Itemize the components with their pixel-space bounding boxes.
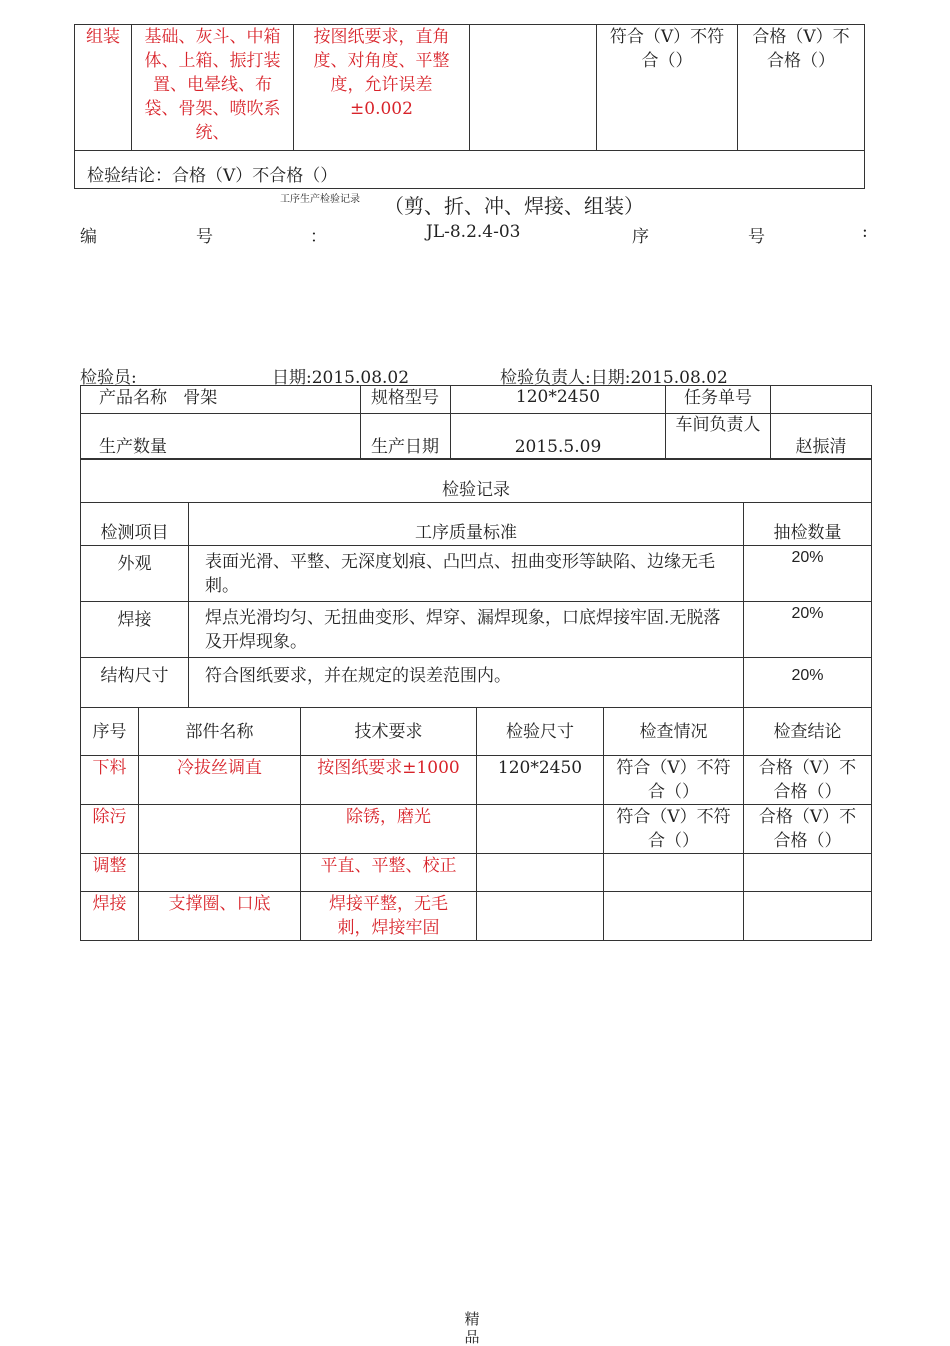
qty-cell — [81, 414, 361, 460]
inspection-leader: 检验负责人:日期:2015.08.02 — [500, 368, 728, 388]
small-title: 工序生产检验记录 — [280, 194, 360, 205]
record-item: 结构尺寸 — [81, 658, 189, 708]
record-standard: 符合图纸要求，并在规定的误差范围内。 — [189, 658, 744, 708]
qty-label: 生产数量 — [99, 437, 167, 457]
top-check-cell: 符合（V）不符合（） — [597, 25, 738, 151]
record-standard: 焊点光滑均匀、无扭曲变形、焊穿、漏焊现象，口底焊接牢固.无脱落及开焊现象。 — [189, 602, 744, 658]
parts-header-req: 技术要求 — [301, 708, 477, 756]
record-item: 焊接 — [81, 602, 189, 658]
parts-header-name: 部件名称 — [139, 708, 301, 756]
table-row — [81, 546, 872, 602]
sequence-label-colon: : — [862, 222, 868, 242]
footer-char-2: 品 — [464, 1328, 480, 1346]
spec-label: 规格型号 — [361, 386, 451, 414]
number-line — [0, 222, 950, 246]
table-row — [81, 892, 872, 941]
part-result: 合格（V）不合格（） — [744, 805, 872, 854]
top-requirement-cell: 按图纸要求，直角度、对角度、平整度，允许误差±0.002 — [294, 25, 470, 151]
top-final-conclusion: 检验结论：合格（V）不合格（） — [75, 151, 865, 189]
parts-header-check: 检查情况 — [604, 708, 744, 756]
part-no: 除污 — [81, 805, 139, 854]
document-code: JL-8.2.4-03 — [426, 222, 521, 242]
inspector-line — [0, 363, 950, 387]
task-value — [771, 386, 872, 414]
part-no: 调整 — [81, 854, 139, 892]
record-qty: 20% — [744, 602, 872, 658]
top-size-cell — [470, 25, 597, 151]
inspection-record-table — [80, 458, 872, 708]
footer-mark — [460, 1310, 484, 1346]
record-title: 检验记录 — [81, 459, 872, 503]
record-standard: 表面光滑、平整、无深度划痕、凸凹点、扭曲变形等缺陷、边缘无毛刺。 — [189, 546, 744, 602]
table-row — [81, 602, 872, 658]
part-req: 焊接平整，无毛刺，焊接牢固 — [301, 892, 477, 941]
record-header-qty: 抽检数量 — [744, 503, 872, 546]
inspection-date: 日期:2015.08.02 — [272, 368, 410, 388]
table-row — [81, 756, 872, 805]
part-req: 按图纸要求±1000 — [301, 756, 477, 805]
product-name-cell — [81, 386, 361, 414]
footer-char-1: 精 — [464, 1310, 480, 1328]
parts-header-no: 序号 — [81, 708, 139, 756]
workshop-leader-label: 车间负责人 — [666, 414, 771, 460]
part-name: 冷拔丝调直 — [139, 756, 301, 805]
sequence-label-1: 序 — [632, 227, 649, 247]
product-name-label: 产品名称 — [99, 388, 167, 408]
table-row — [81, 854, 872, 892]
parts-table — [80, 707, 872, 941]
big-title: （剪、折、冲、焊接、组装） — [384, 194, 644, 218]
number-label-2: 号 — [196, 227, 213, 247]
part-no: 下料 — [81, 756, 139, 805]
number-label-colon: ： — [310, 227, 327, 247]
part-no: 焊接 — [81, 892, 139, 941]
part-name: 支撑圈、口底 — [139, 892, 301, 941]
part-name — [139, 854, 301, 892]
parts-header-size: 检验尺寸 — [477, 708, 604, 756]
product-name-value: 骨架 — [183, 388, 218, 408]
inspector-label: 检验员: — [80, 368, 137, 388]
top-process-cell: 组装 — [75, 25, 132, 151]
product-info-table — [80, 385, 872, 460]
record-header-standard: 工序质量标准 — [189, 503, 744, 546]
number-label-1: 编 — [80, 227, 97, 247]
part-check: 符合（V）不符合（） — [604, 805, 744, 854]
top-part-cell: 基础、灰斗、中箱体、上箱、振打装置、电晕线、布袋、骨架、喷吹系统、 — [132, 25, 294, 151]
parts-header-result: 检查结论 — [744, 708, 872, 756]
part-req: 平直、平整、校正 — [301, 854, 477, 892]
part-size — [477, 854, 604, 892]
production-date-label: 生产日期 — [361, 414, 451, 460]
production-date-value: 2015.5.09 — [451, 414, 666, 460]
part-size: 120*2450 — [477, 756, 604, 805]
table-row — [81, 658, 872, 708]
part-result — [744, 892, 872, 941]
top-continuation-table — [74, 24, 865, 189]
record-qty: 20% — [744, 546, 872, 602]
workshop-leader-value: 赵振清 — [771, 414, 872, 460]
part-result — [744, 854, 872, 892]
part-size — [477, 892, 604, 941]
part-check — [604, 892, 744, 941]
part-req: 除锈，磨光 — [301, 805, 477, 854]
part-check: 符合（V）不符合（） — [604, 756, 744, 805]
part-size — [477, 805, 604, 854]
record-qty: 20% — [744, 658, 872, 708]
part-check — [604, 854, 744, 892]
task-label: 任务单号 — [666, 386, 771, 414]
record-header-item: 检测项目 — [81, 503, 189, 546]
table-row — [81, 805, 872, 854]
part-name — [139, 805, 301, 854]
top-conclusion-cell: 合格（V）不合格（） — [738, 25, 865, 151]
spec-value: 120*2450 — [451, 386, 666, 414]
sequence-label-2: 号 — [748, 227, 765, 247]
part-result: 合格（V）不合格（） — [744, 756, 872, 805]
record-item: 外观 — [81, 546, 189, 602]
